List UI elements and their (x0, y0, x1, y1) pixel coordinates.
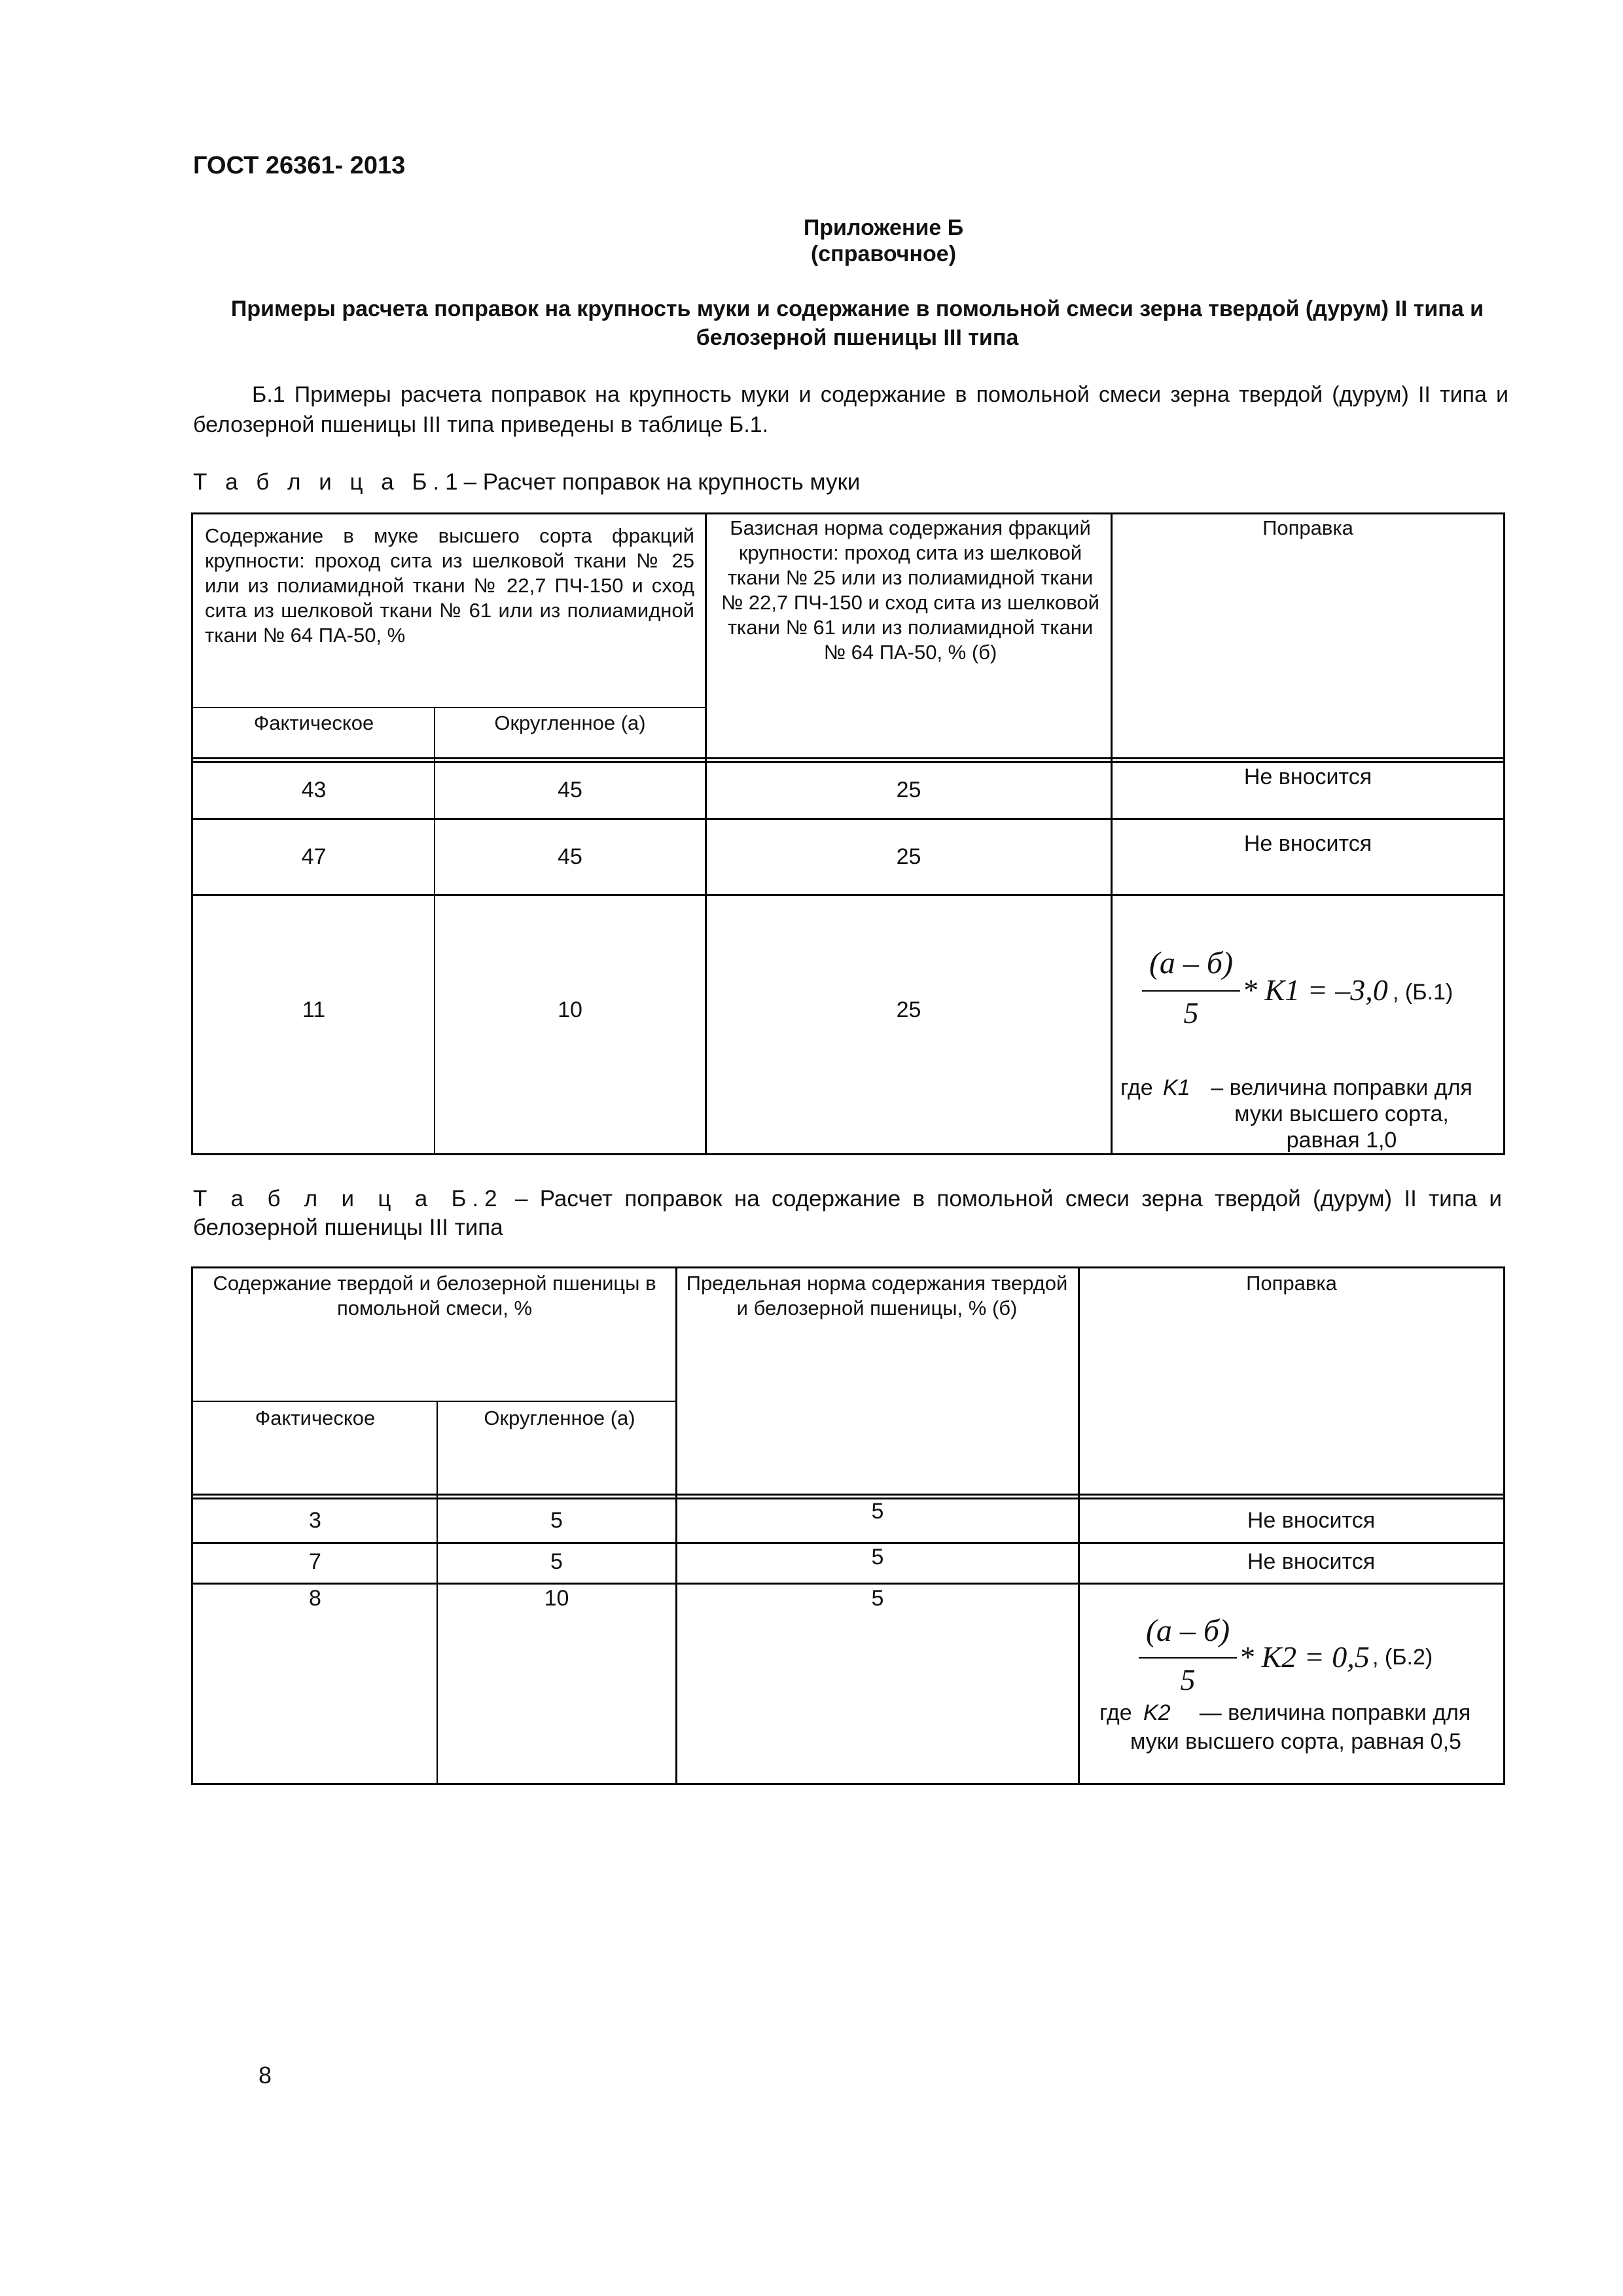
table2-header-rounded: Округленное (а) (484, 1407, 635, 1429)
table2-row2-rounded: 5 (550, 1549, 563, 1574)
formula-b2-tag: , (Б.2) (1372, 1645, 1433, 1670)
table1-row2-rounded: 45 (558, 844, 582, 869)
table2-caption (193, 1185, 1502, 1242)
table1-row3-actual: 11 (302, 997, 326, 1022)
formula-b1-note-var: K1 (1163, 1075, 1190, 1100)
table1-row3-base: 25 (896, 997, 921, 1022)
table1-header-content: Содержание в муке высшего сорта фракций крупности: проход сита из шелковой ткани № 25 или из полиамидной ткани № 22,7 ПЧ-150 и сход сита из шелковой ткани № 61 или из полиамидной ткани № 64 ПА-50, % (205, 524, 694, 647)
formula-b2-denominator: 5 (1180, 1663, 1196, 1696)
table1-header-base-norm: Базисная норма содержания фракций крупности: проход сита из шелковой ткани № 25 или из полиамидной ткани № 22,7 ПЧ-150 и сход сита из шелковой ткани № 61 или из полиамидной ткани № 64 ПА-50, % (б) (721, 516, 1099, 664)
table1-header-rounded: Округленное (а) (494, 711, 646, 734)
table2-row1-correction: Не вносится (1247, 1508, 1376, 1533)
table2-header-actual: Фактическое (255, 1407, 376, 1429)
formula-b1-note: – величина поправки для муки высшего сорта, равная 1,0 (1211, 1075, 1472, 1153)
page-number: 8 (259, 2062, 272, 2089)
table2-header-limit: Предельная норма содержания твердой и белозерной пшеницы, % (б) (686, 1272, 1068, 1319)
annex-type: (справочное) (810, 242, 957, 266)
intro-paragraph: Б.1 Примеры расчета поправок на крупность муки и содержание в помольной смеси зерна твердой (дурум) II типа и белозерной пшеницы III типа приведены в таблице Б.1. (193, 382, 1508, 437)
table2-row3-limit: 5 (871, 1586, 884, 1611)
formula-b1-fraction-bar (1142, 990, 1240, 992)
table1-caption-prefix: Т а б л и ц а Б.1 (193, 469, 464, 495)
formula-b2-rhs: * K2 = 0,5 (1239, 1640, 1370, 1674)
table1-row1-correction: Не вносится (1243, 764, 1372, 789)
formula-b2-note: — величина поправки для муки высшего сорта, равная 0,5 (1130, 1700, 1471, 1754)
formula-b2-note-prefix: где (1099, 1700, 1132, 1725)
table2-row1-rounded: 5 (550, 1508, 563, 1533)
formula-b2-note-var: K2 (1143, 1700, 1171, 1725)
table1-header-correction: Поправка (1262, 516, 1353, 539)
formula-b1-tag: , (Б.1) (1393, 980, 1454, 1005)
table2-caption-prefix: Т а б л и ц а Б.2 (193, 1186, 503, 1211)
formula-b1-numerator: (а – б) (1149, 946, 1234, 980)
table2-caption-text: – Расчет поправок на содержание в помольной смеси зерна твердой (дурум) II типа и белозерной пшеницы III типа (193, 1186, 1502, 1240)
table2-header-content: Содержание твердой и белозерной пшеницы в помольной смеси, % (213, 1272, 656, 1319)
formula-b1-denominator: 5 (1183, 996, 1199, 1030)
table1-row1-rounded: 45 (558, 778, 582, 802)
formula-b2-fraction-bar (1139, 1657, 1237, 1659)
table2-row1-limit: 5 (871, 1499, 884, 1524)
table1-row2-actual: 47 (301, 844, 327, 869)
table2-header-correction: Поправка (1246, 1272, 1337, 1295)
table1-row2-correction: Не вносится (1243, 831, 1372, 856)
formula-b1-note-prefix: где (1120, 1075, 1153, 1100)
table1-row1-actual: 43 (301, 778, 327, 802)
formula-b2-numerator: (а – б) (1145, 1613, 1230, 1648)
table2-row2-correction: Не вносится (1247, 1549, 1376, 1574)
table1-row2-base: 25 (896, 844, 921, 869)
annex-title: Приложение Б (803, 215, 964, 240)
table1-header-actual: Фактическое (253, 711, 374, 734)
table1-row3-rounded: 10 (558, 997, 582, 1022)
table2-row2-limit: 5 (871, 1545, 884, 1570)
annex-title-block (654, 215, 1113, 267)
table2-row1-actual: 3 (309, 1508, 321, 1533)
section-heading: Примеры расчета поправок на крупность муки и содержание в помольной смеси зерна твердой (дурум) II типа и белозерной пшеницы III типа (230, 296, 1484, 350)
table2-row2-actual: 7 (309, 1549, 321, 1574)
table1-caption (193, 468, 860, 497)
document-code: ГОСТ 26361- 2013 (193, 152, 406, 179)
formula-b1-rhs: * K1 = –3,0 (1242, 973, 1388, 1007)
table2-row3-actual: 8 (309, 1586, 321, 1611)
table1-row1-base: 25 (896, 778, 921, 802)
table1-caption-text: – Расчет поправок на крупность муки (463, 469, 861, 495)
table2-row3-rounded: 10 (544, 1586, 569, 1611)
